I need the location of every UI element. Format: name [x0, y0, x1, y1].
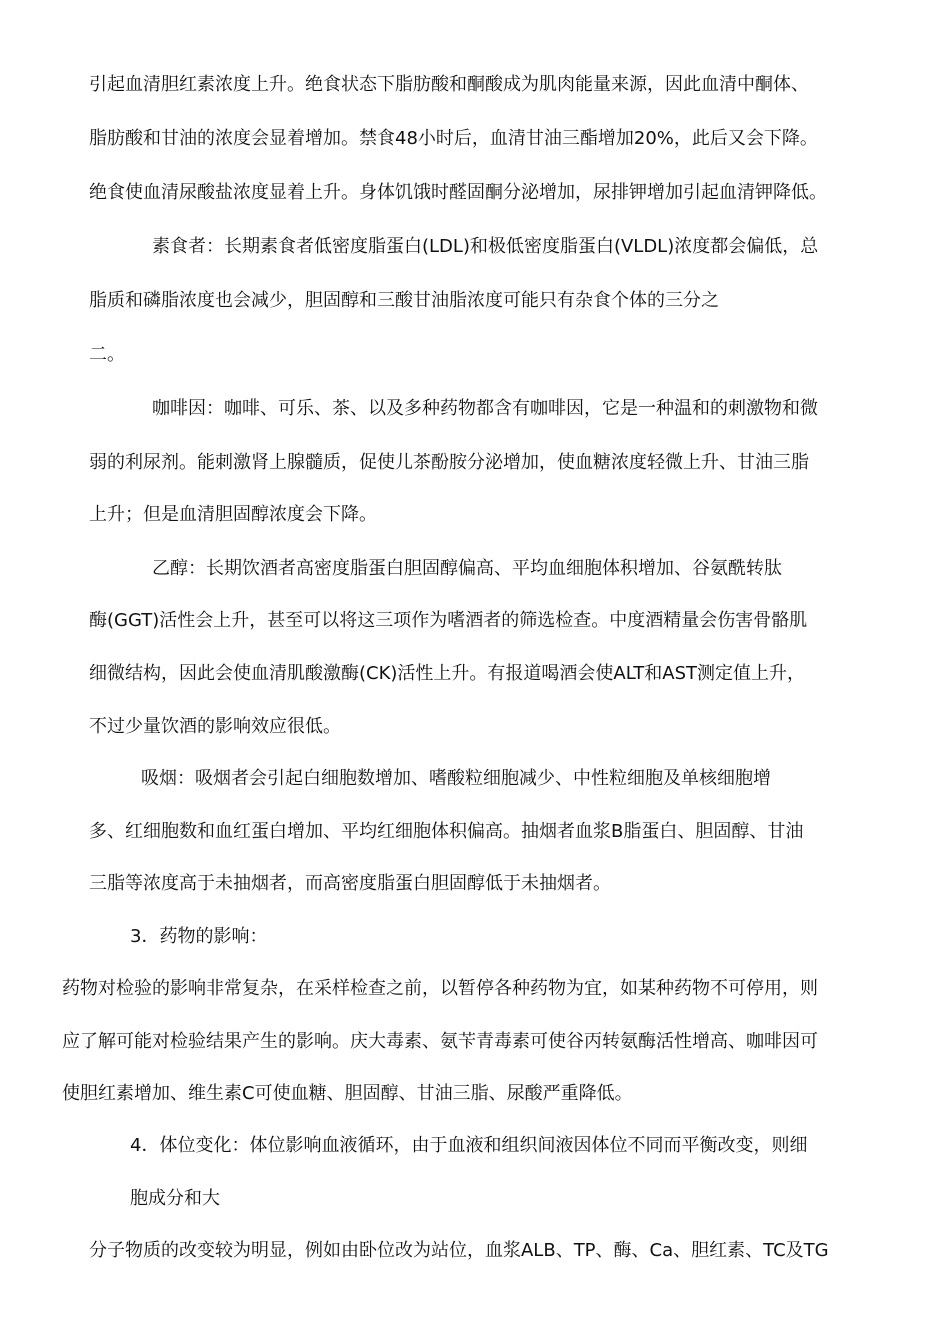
text-line: 上升；但是血清胆固醇浓度会下降。 — [89, 504, 377, 525]
text-line: 引起血清胆红素浓度上升。绝食状态下脂肪酸和酮酸成为肌肉能量来源，因此血清中酮体、 — [89, 74, 809, 95]
text-line: 分子物质的改变较为明显，例如由卧位改为站位，血浆ALB、TP、酶、Ca、胆红素、TC及TG — [89, 1240, 829, 1261]
section-heading: 3．药物的影响： — [130, 926, 268, 947]
text-line: 脂质和磷脂浓度也会减少，胆固醇和三酸甘油脂浓度可能只有杂食个体的三分之 — [89, 290, 719, 311]
text-line: 乙醇：长期饮酒者高密度脂蛋白胆固醇偏高、平均血细胞体积增加、谷氨酰转肽 — [152, 558, 782, 579]
text-line: 咖啡因：咖啡、可乐、茶、以及多种药物都含有咖啡因，它是一种温和的刺激物和微 — [152, 398, 818, 419]
text-line: 使胆红素增加、维生素C可使血糖、胆固醇、甘油三脂、尿酸严重降低。 — [62, 1083, 633, 1104]
text-line: 药物对检验的影响非常复杂，在采样检查之前，以暂停各种药物为宜，如某种药物不可停用，则 — [62, 978, 818, 999]
text-line: 脂肪酸和甘油的浓度会显着增加。禁食48小时后，血清甘油三酯增加20%，此后又会下降。 — [89, 128, 818, 149]
section-heading: 4．体位变化：体位影响血液循环，由于血液和组织间液因体位不同而平衡改变，则细 — [130, 1135, 808, 1156]
text-line: 细微结构，因此会使血清肌酸激酶(CK)活性上升。有报道喝酒会使ALT和AST测定值上升， — [89, 663, 806, 684]
text-line: 应了解可能对检验结果产生的影响。庆大毒素、氨苄青毒素可使谷丙转氨酶活性增高、咖啡因可 — [62, 1031, 818, 1052]
text-line: 多、红细胞数和血红蛋白增加、平均红细胞体积偏高。抽烟者血浆B脂蛋白、胆固醇、甘油 — [89, 821, 804, 842]
text-line: 胞成分和大 — [130, 1188, 220, 1209]
text-line: 酶(GGT)活性会上升，甚至可以将这三项作为嗜酒者的筛选检查。中度酒精量会伤害骨骼肌 — [89, 610, 808, 631]
text-line: 绝食使血清尿酸盐浓度显着上升。身体饥饿时醛固酮分泌增加，尿排钾增加引起血清钾降低。 — [89, 182, 827, 203]
text-line: 素食者：长期素食者低密度脂蛋白(LDL)和极低密度脂蛋白(VLDL)浓度都会偏低，总 — [152, 236, 819, 257]
text-line: 弱的利尿剂。能刺激肾上腺髓质，促使儿茶酚胺分泌增加，使血糖浓度轻微上升、甘油三脂 — [89, 452, 809, 473]
text-line: 二。 — [89, 344, 125, 365]
text-line: 不过少量饮酒的影响效应很低。 — [89, 716, 341, 737]
text-line: 三脂等浓度高于未抽烟者，而高密度脂蛋白胆固醇低于未抽烟者。 — [89, 873, 611, 894]
text-line: 吸烟：吸烟者会引起白细胞数增加、嗜酸粒细胞减少、中性粒细胞及单核细胞增 — [141, 768, 771, 789]
